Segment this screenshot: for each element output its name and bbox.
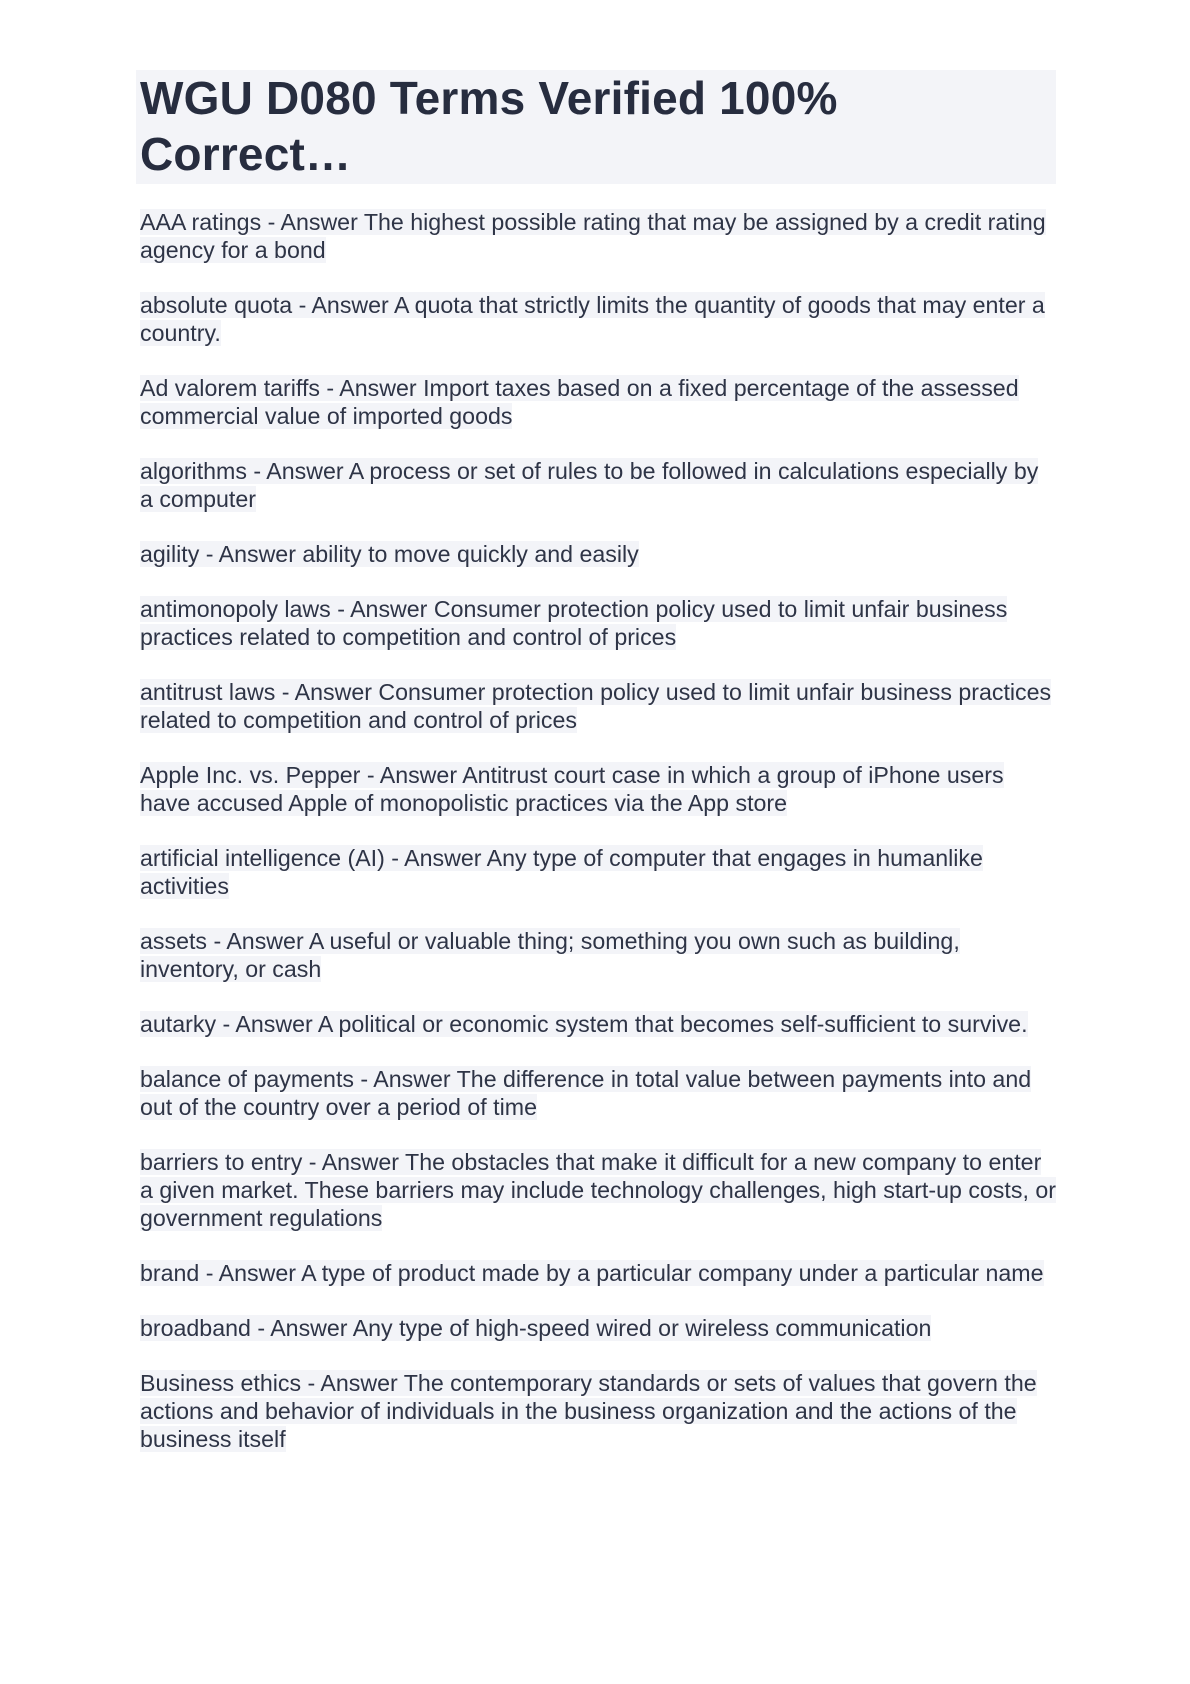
term-text: broadband - Answer Any type of high-speed wired or wireless communication <box>140 1315 932 1341</box>
term-text: brand - Answer A type of product made by a particular company under a particular name <box>140 1260 1044 1286</box>
term-entry <box>140 208 1056 264</box>
document-page <box>140 70 1056 1480</box>
terms-list <box>140 208 1056 1453</box>
term-text: autarky - Answer A political or economic system that becomes self-sufficient to survive. <box>140 1011 1028 1037</box>
term-entry <box>140 1259 1056 1287</box>
term-entry <box>140 678 1056 734</box>
term-entry <box>140 291 1056 347</box>
term-text: AAA ratings - Answer The highest possible rating that may be assigned by a credit rating agency for a bond <box>140 209 1046 263</box>
term-text: absolute quota - Answer A quota that strictly limits the quantity of goods that may enter a country. <box>140 292 1045 346</box>
term-entry <box>140 1148 1056 1232</box>
term-text: artificial intelligence (AI) - Answer Any type of computer that engages in humanlike activities <box>140 845 983 899</box>
term-entry <box>140 1065 1056 1121</box>
term-entry <box>140 540 1056 568</box>
term-text: Business ethics - Answer The contemporary standards or sets of values that govern the actions and behavior of individuals in the business organization and the actions of the business itself <box>140 1370 1037 1452</box>
term-text: assets - Answer A useful or valuable thing; something you own such as building, inventory, or cash <box>140 928 960 982</box>
term-text: antitrust laws - Answer Consumer protection policy used to limit unfair business practices related to competition and control of prices <box>140 679 1052 733</box>
page-title: WGU D080 Terms Verified 100% Correct… <box>140 72 838 180</box>
term-entry <box>140 457 1056 513</box>
term-entry <box>140 595 1056 651</box>
term-text: barriers to entry - Answer The obstacles that make it difficult for a new company to enter a given market. These barriers may include technology challenges, high start-up costs, or government regulations <box>140 1149 1056 1231</box>
term-entry <box>140 1010 1056 1038</box>
term-text: algorithms - Answer A process or set of rules to be followed in calculations especially by a computer <box>140 458 1039 512</box>
term-text: antimonopoly laws - Answer Consumer protection policy used to limit unfair business practices related to competition and control of prices <box>140 596 1008 650</box>
term-entry <box>140 761 1056 817</box>
term-text: Apple Inc. vs. Pepper - Answer Antitrust court case in which a group of iPhone users have accused Apple of monopolistic practices via the App store <box>140 762 1004 816</box>
term-entry <box>140 374 1056 430</box>
term-entry <box>140 1314 1056 1342</box>
term-entry <box>140 844 1056 900</box>
term-entry <box>140 927 1056 983</box>
term-text: Ad valorem tariffs - Answer Import taxes based on a fixed percentage of the assessed commercial value of imported goods <box>140 375 1019 429</box>
term-text: agility - Answer ability to move quickly and easily <box>140 541 639 567</box>
title-block <box>136 70 1056 184</box>
term-text: balance of payments - Answer The difference in total value between payments into and out of the country over a period of time <box>140 1066 1032 1120</box>
term-entry <box>140 1369 1056 1453</box>
